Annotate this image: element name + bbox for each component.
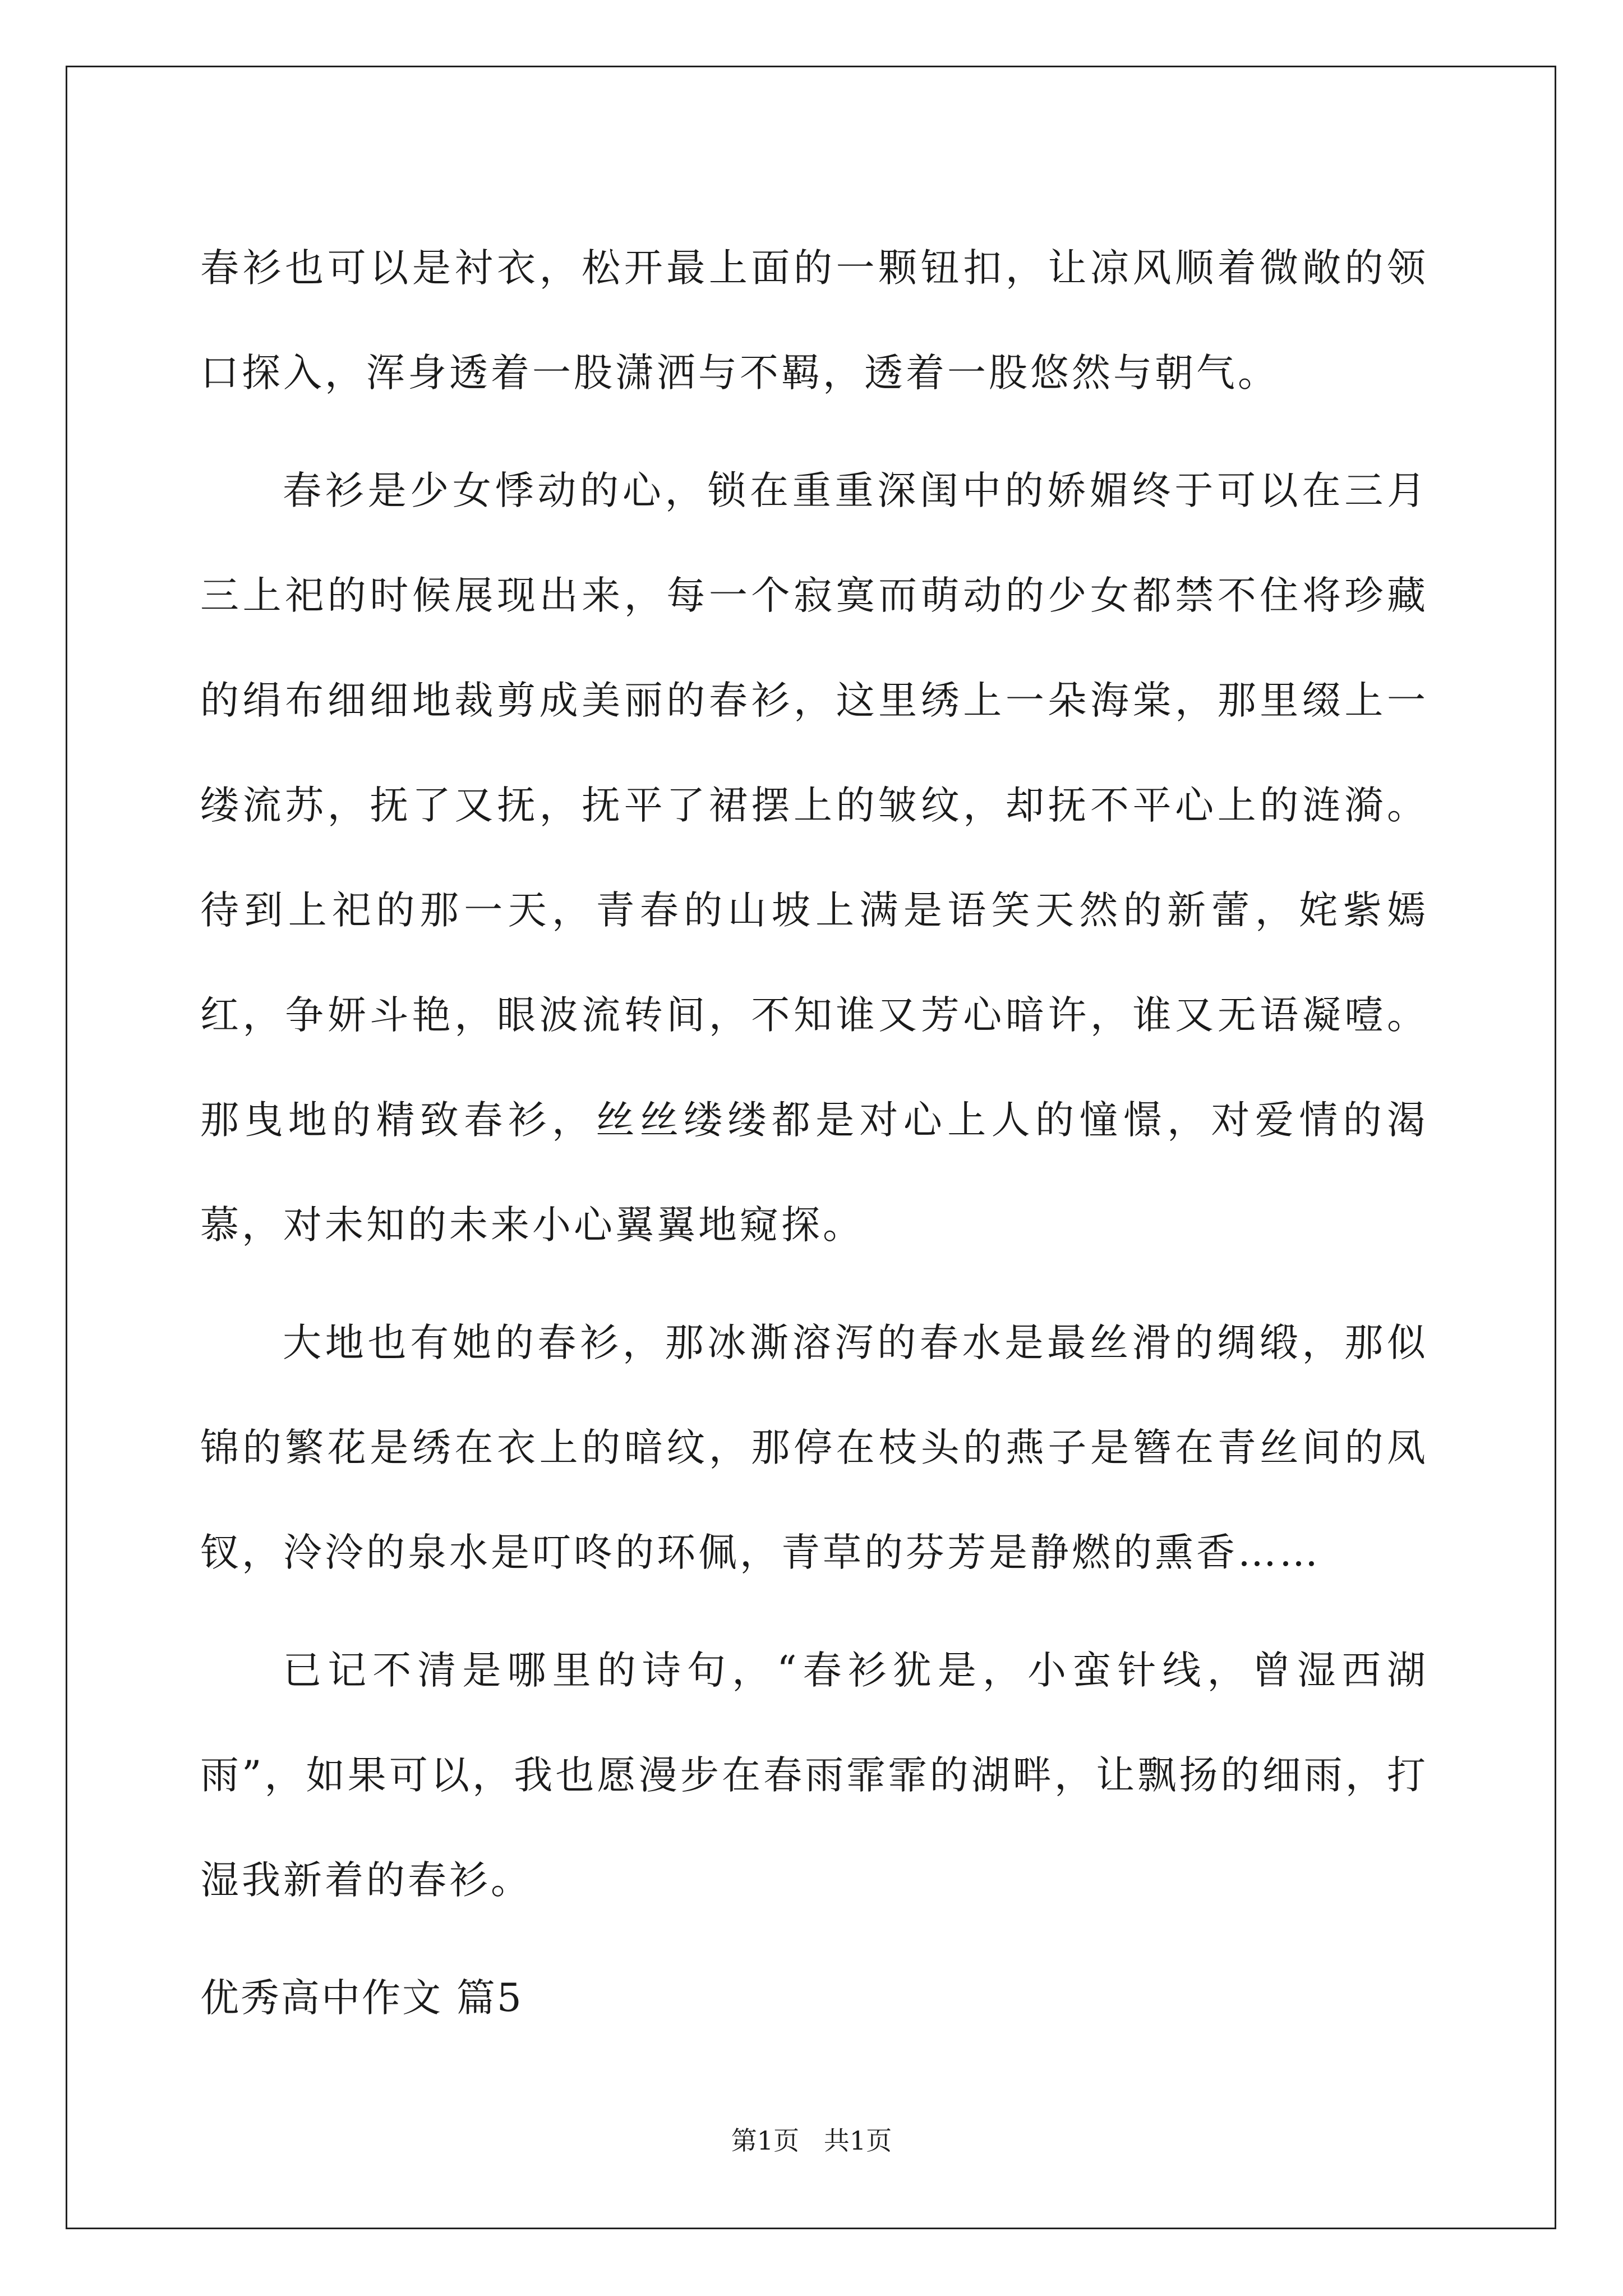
page-footer: 第1页 共1页	[731, 2125, 892, 2156]
paragraph: 大地也有她的春衫，那冰澌溶泻的春水是最丝滑的绸缎，那似锦的繁花是绣在衣上的暗纹，那停在枝头的燕子是簪在青丝间的凤钗，泠泠的泉水是叮咚的环佩，青草的芬芳是静燃的熏香……	[200, 1320, 1428, 1575]
document-body	[200, 216, 1428, 2051]
paragraph: 已记不清是哪里的诗句，“春衫犹是，小蛮针线，曾湿西湖雨”，如果可以，我也愿漫步在春雨霏霏的湖畔，让飘扬的细雨，打湿我新着的春衫。	[200, 1648, 1428, 1903]
section-heading: 优秀高中作文 篇5	[200, 1976, 523, 2021]
paragraph: 春衫也可以是衬衣，松开最上面的一颗钮扣，让凉风顺着微敞的领口探入，浑身透着一股潇洒与不羁，透着一股悠然与朝气。	[200, 246, 1428, 395]
paragraph: 春衫是少女悸动的心，锁在重重深闺中的娇媚终于可以在三月三上祀的时候展现出来，每一个寂寞而萌动的少女都禁不住将珍藏的绢布细细地裁剪成美丽的春衫，这里绣上一朵海棠，那里缀上一缕流苏，抚了又抚，抚平了裙摆上的皱纹，却抚不平心上的涟漪。待到上祀的那一天，青春的山坡上满是语笑天然的新蕾，姹紫嫣红，争妍斗艳，眼波流转间，不知谁又芳心暗许，谁又无语凝噎。那曳地的精致春衫，丝丝缕缕都是对心上人的憧憬，对爱情的渴慕，对未知的未来小心翼翼地窥探。	[200, 468, 1428, 1248]
